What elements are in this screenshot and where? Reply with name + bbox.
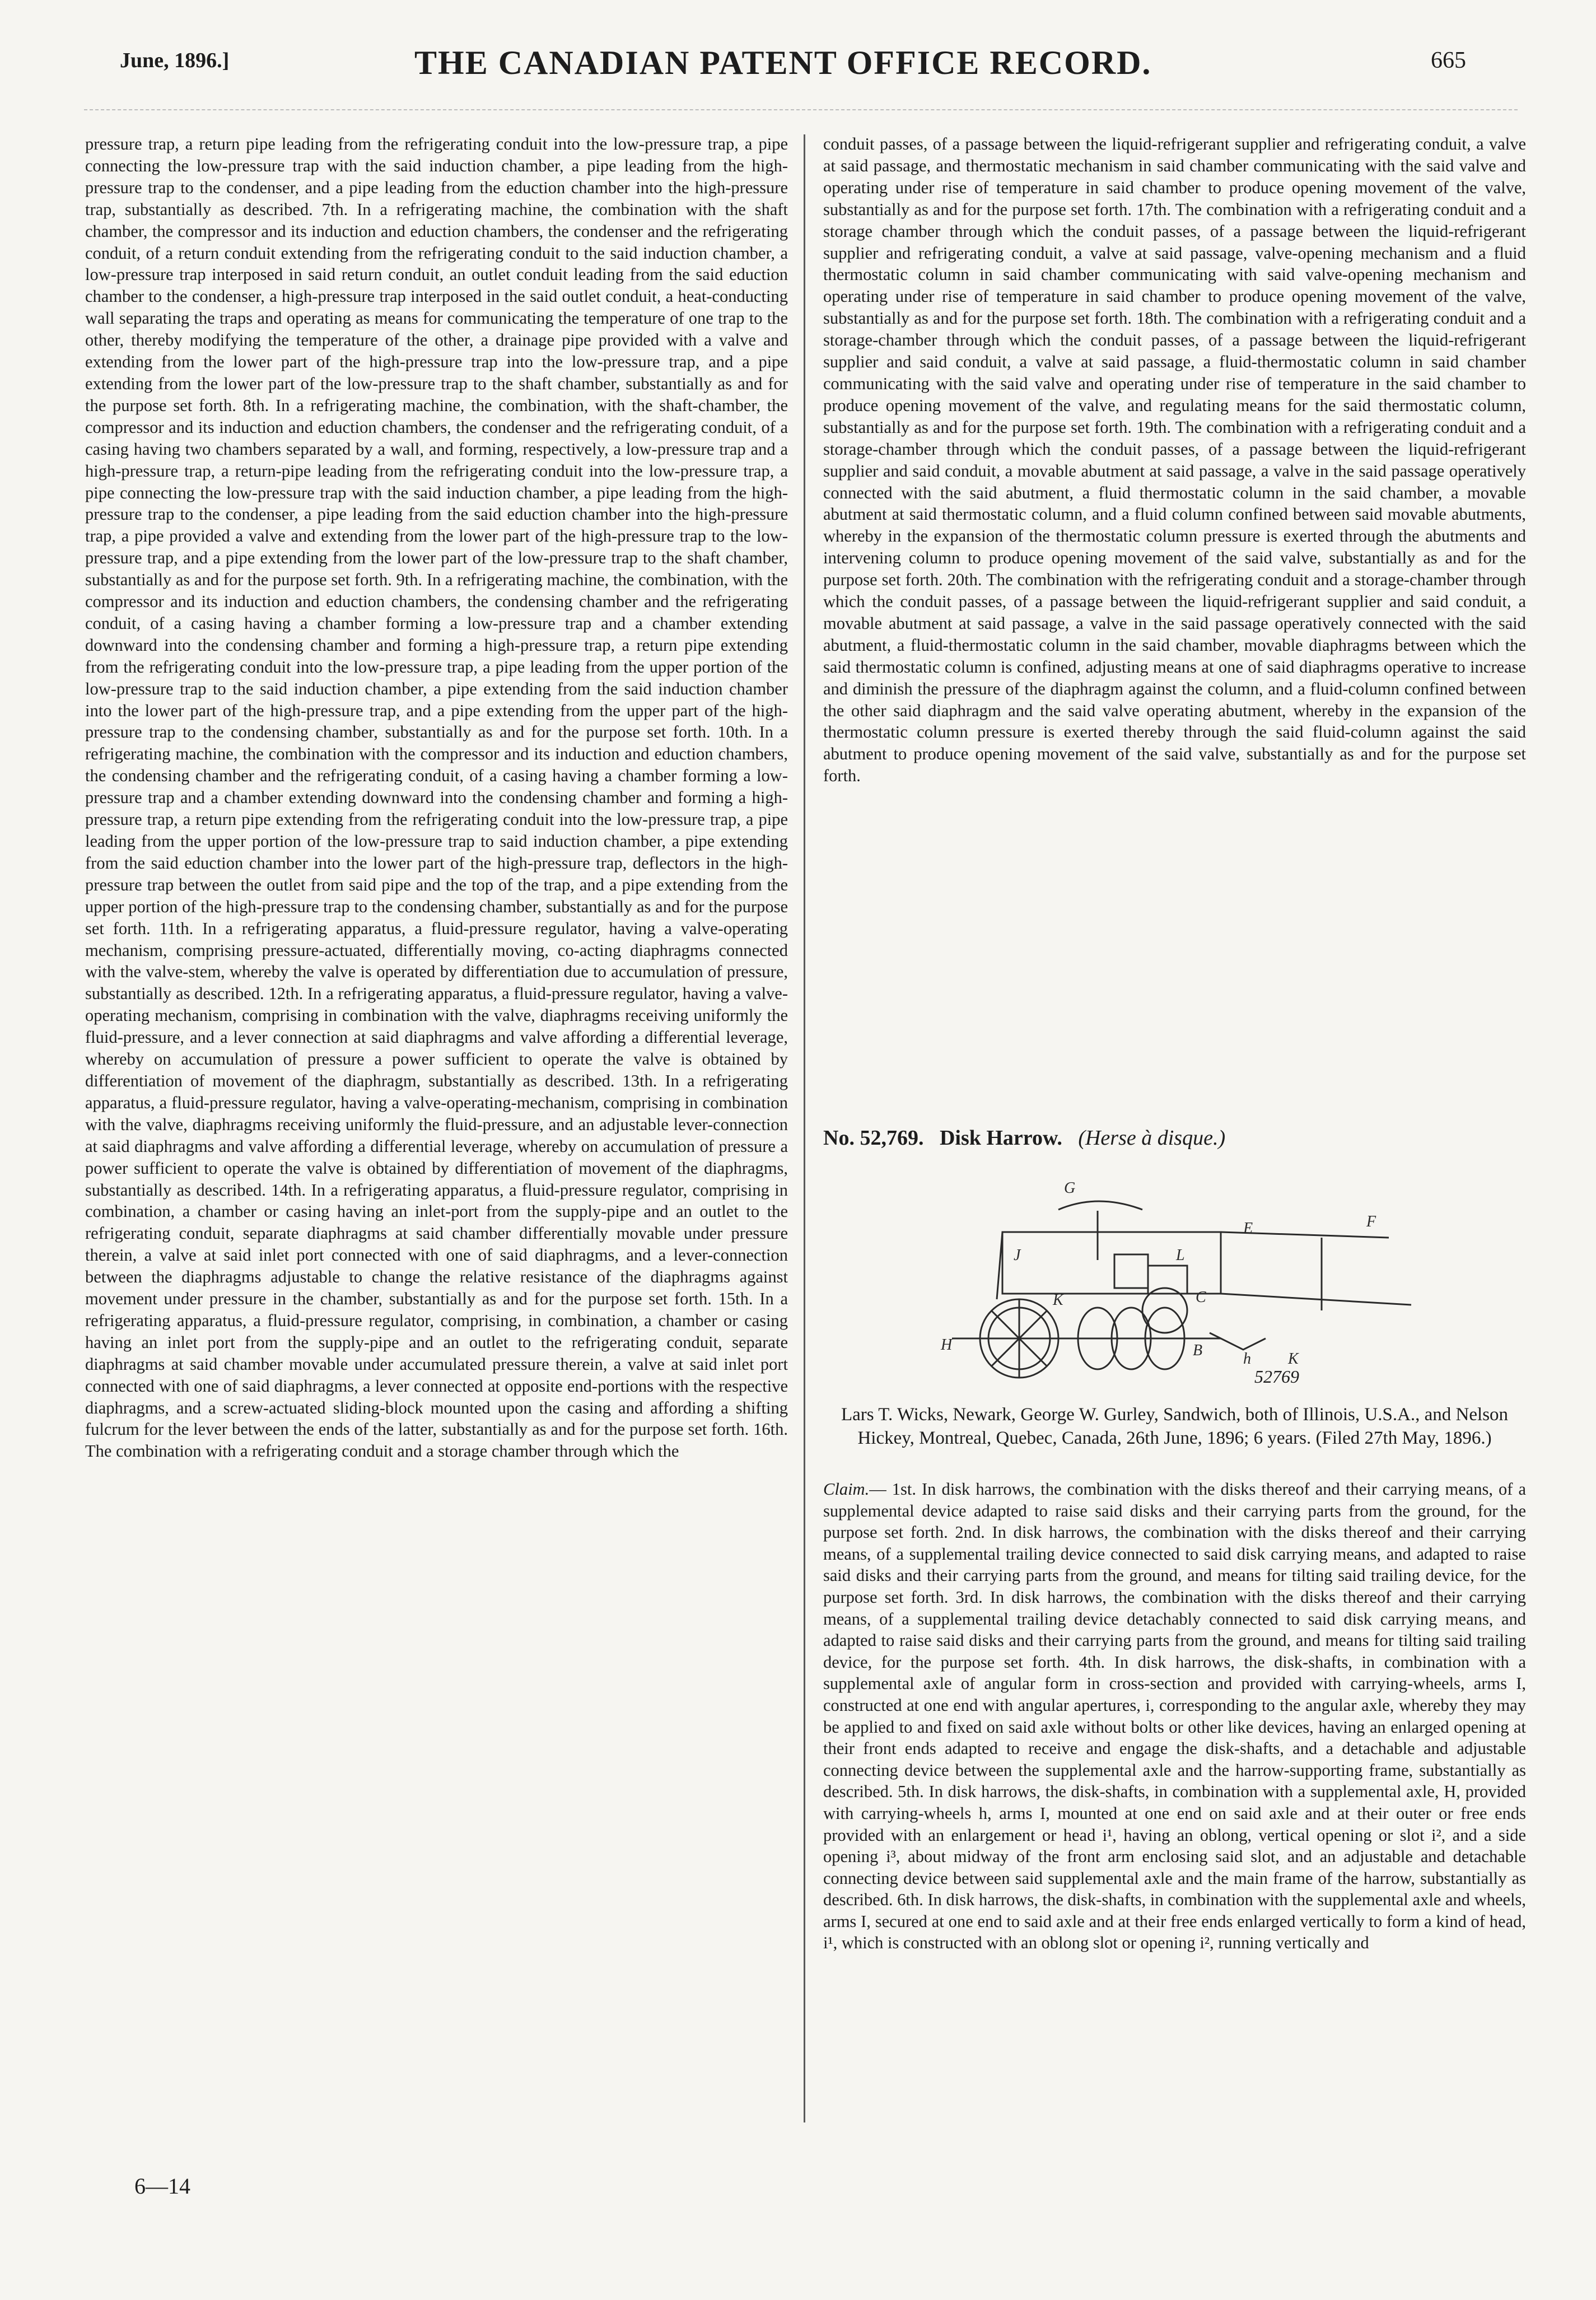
label-k: K <box>1053 1291 1063 1309</box>
patent-french-title: (Herse à disque.) <box>1078 1126 1226 1150</box>
right-column <box>823 133 1526 1119</box>
patent-number: No. 52,769. <box>823 1126 924 1150</box>
disk-harrow-figure <box>930 1170 1434 1394</box>
patent-heading <box>823 1126 1225 1150</box>
figure-caption: 52769 <box>1254 1366 1299 1387</box>
label-e: E <box>1243 1220 1253 1237</box>
gear-box <box>1114 1254 1148 1288</box>
label-b: B <box>1193 1342 1203 1359</box>
right-column-text: conduit passes, of a passage between the liquid-refrigerant supplier and refrigerating conduit, a valve at said passage, and thermostatic mechanism in said chamber communicating with the said valve and operating under rise of temperature in said chamber to produce opening movement of the valve, substantially as and for the purpose set forth. 17th. The combination with a refrigerating conduit and a storage chamber through which the conduit passes, of a passage between the liquid-refrigerant supplier and refrigerating conduit, a valve at said passage, valve-opening mechanism and a fluid thermostatic column in said chamber communicating with said valve-opening mechanism and operating under rise of temperature in said chamber to produce opening movement of the valve, substantially as and for the purpose set forth. 18th. The combination with a refrigerating conduit and a storage-chamber through which the conduit passes, of a passage between the liquid-refrigerant supplier and said conduit, a valve at said passage, a fluid-thermostatic column in said chamber communicating with the said valve and operating under rise of temperature in the said chamber to produce opening movement of the valve, and regulating means for the said thermostatic column, substantially as and for the purpose set forth. 19th. The combination with a refrigerating conduit and a storage-chamber through which the conduit passes, of a passage between the liquid-refrigerant supplier and said conduit, a movable abutment at said passage, a valve in the said passage operatively connected with the said abutment, a fluid thermostatic column in the said chamber, a movable abutment at said thermostatic column, and a fluid column confined between said movable abutments, whereby in the expansion of the thermostatic column pressure is exerted through the abutments and intervening column to produce opening movement of the said valve, substantially as and for the purpose set forth. 20th. The combination with the refrigerating conduit and a storage-chamber through which the conduit passes, of a passage between the liquid-refrigerant supplier and said conduit, a movable abutment at said passage, a valve in the said passage operatively connected with the said abutment, a fluid-thermostatic column in the said chamber, movable diaphragms between which the said thermostatic column is confined, adjusting means at one of said diaphragms operative to increase and diminish the pressure of the diaphragm against the column, and a fluid-column confined between the other said diaphragm and the said valve operating abutment, whereby in the expansion of the thermostatic column pressure is exerted thereby through the said fluid-column against the said abutment to produce opening movement of the said valve, substantially as and for the purpose set forth. <box>823 134 1526 786</box>
label-c: C <box>1196 1289 1206 1306</box>
left-column <box>85 133 788 2116</box>
label-g: G <box>1064 1179 1076 1197</box>
column-divider <box>804 134 805 2122</box>
patent-claims <box>823 1478 1526 2142</box>
label-l: L <box>1176 1247 1185 1264</box>
folio-signature: 6—14 <box>134 2173 190 2199</box>
page-number: 665 <box>1431 48 1466 73</box>
seat-shape <box>1058 1201 1142 1210</box>
header-divider <box>84 109 1518 110</box>
label-h-lower: h <box>1243 1350 1251 1368</box>
claims-text: — 1st. In disk harrows, the combination with the disks thereof and their carrying means, of a supplemental device adapted to raise said disks and their carrying parts from the ground, for the purpose set forth. 2nd. In disk harrows, the combination with the disks thereof and their carrying means, of a supplemental trailing device connected to said disk carrying means, and adapted to raise said disks and their carrying parts from the ground, and means for tilting said trailing device, for the purpose set forth. 3rd. In disk harrows, the combination with the disks thereof and their carrying means, of a supplemental trailing device detachably connected to said disk carrying means, and adapted to raise said disks and their carrying parts from the ground, and means for tilting said trailing device, for the purpose set forth. 4th. In disk harrows, the disk-shafts, in combination with a supplemental axle of angular form in cross-section and provided with carrying-wheels, arms I, constructed at one end with angular apertures, i, corresponding to the angular axle, whereby they may be applied to and fixed on said axle without bolts or other like devices, having an enlarged opening at their front ends adapted to receive and engage the disk-shafts, and a detachable and adjustable connecting device between the supplemental axle and the harrow-supporting frame, substantially as described. 5th. In disk harrows, the disk-shafts, in combination with a supplemental axle, H, provided with carrying-wheels h, arms I, mounted at one end on said axle and at their outer or free ends provided with an enlargement or head i¹, having an oblong, vertical opening or slot i², and a side opening i³, about midway of the front arm enclosing said slot, and an adjustable and detachable connecting device between said supplemental axle and the main frame of the harrow, substantially as described. 6th. In disk harrows, the disk-shafts, in combination with the supplemental axle and wheels, arms I, secured at one end to said axle and at their free ends enlarged vertically to form a kind of head, i¹, which is constructed with an oblong slot or opening i², running vertically and <box>823 1480 1526 1953</box>
rear-wheel-spokes <box>980 1299 1058 1378</box>
header-date: June, 1896.] <box>120 49 230 72</box>
claim-label: Claim. <box>823 1480 870 1499</box>
pole-lower <box>1221 1294 1411 1305</box>
left-column-text: pressure trap, a return pipe leading from the refrigerating conduit into the low-pressure trap, a pipe connecting the low-pressure trap with the said induction chamber, a pipe leading from the high-pressure trap to the condenser, and a pipe leading from the eduction chamber into the high-pressure trap, substantially as described. 7th. In a refrigerating machine, the combination with the shaft chamber, the compressor and its induction and eduction chambers, the condenser and the refrigerating conduit, of a return conduit extending from the refrigerating conduit to the said induction chamber, a low-pressure trap interposed in said return conduit, an outlet conduit leading from the said eduction chamber to the condenser, a high-pressure trap interposed in the said outlet conduit, a heat-conducting wall separating the traps and operating as means for communicating the temperature of one trap to the other, thereby modifying the temperature of the other, a drainage pipe provided with a valve and extending from the lower part of the high-pressure trap into the low-pressure trap, and a pipe extending from the lower part of the low-pressure trap to the shaft chamber, substantially as and for the purpose set forth. 8th. In a refrigerating machine, the combination, with the shaft-chamber, the compressor and its induction and eduction chambers, the condenser and the refrigerating conduit, of a casing having two chambers separated by a wall, and forming, respectively, a low-pressure trap and a high-pressure trap, a return-pipe leading from the refrigerating conduit into the low-pressure trap, a pipe connecting the low-pressure trap with the said induction chamber, a pipe leading from the high-pressure trap to the condenser, a pipe leading from the said eduction chamber into the high-pressure trap, a pipe provided a valve and extending from the lower part of the high-pressure trap to the low-pressure trap, and a pipe extending from the lower part of the low-pressure trap to the shaft chamber, substantially as and for the purpose set forth. 9th. In a refrigerating machine, the combination, with the compressor and its induction and eduction chambers, the condensing chamber and the refrigerating conduit, of a casing having a chamber forming a low-pressure trap and a chamber extending downward into the condensing chamber and forming a high-pressure trap, a return pipe extending from the refrigerating conduit into the low-pressure trap, a pipe leading from the upper portion of the low-pressure trap to the said induction chamber, a pipe extending from the said induction chamber into the lower part of the high-pressure trap, and a pipe extending from the upper part of the high-pressure trap to the condensing chamber, substantially as and for the purpose set forth. 10th. In a refrigerating machine, the combination with the compressor and its induction and eduction chambers, the condensing chamber and the refrigerating conduit, of a casing having a chamber forming a low-pressure trap and a chamber extending downward into the condensing chamber and forming a high-pressure trap, a return pipe extending from the refrigerating conduit into the low-pressure trap, a pipe leading from the upper portion of the low-pressure trap to said induction chamber, a pipe extending from the said eduction chamber into the lower part of the high-pressure trap, deflectors in the high-pressure trap between the outlet from said pipe and the top of the trap, and a pipe extending from the upper portion of the high-pressure trap to the condensing chamber, substantially as and for the purpose set forth. 11th. In a refrigerating apparatus, a fluid-pressure regulator, having a valve-operating mechanism, comprising pressure-actuated, differentially moving, co-acting diaphragms connected with the valve-stem, whereby the valve is operated by differentiation due to accumulation of pressure, substantially as described. 12th. In a refrigerating apparatus, a fluid-pressure regulator, having a valve-operating mechanism, comprising in combination with the valve, diaphragms receiving uniformly the fluid-pressure, and a lever connection at said diaphragms and valve affording a differential leverage, whereby on accumulation of pressure a power sufficient to operate the valve is obtained by differentiation of movement of the diaphragm, substantially as described. 13th. In a refrigerating apparatus, a fluid-pressure regulator, having a valve-operating-mechanism, comprising in combination with the valve, diaphragms receiving uniformly the fluid-pressure, and an adjustable lever-connection at said diaphragms and valve affording a differential leverage, whereby on accumulation of pressure a power sufficient to operate the valve is obtained by differentiation of movement of the diaphragms, substantially as described. 14th. In a refrigerating apparatus, a fluid-pressure regulator, comprising in combination, a chamber or casing having an inlet-port from the supply-pipe and an outlet to the refrigerating conduit, separate diaphragms at said chamber differentially movable under pressure therein, a valve at said inlet port connected with one of said diaphragms, and a lever-connection between the diaphragms adjustable to change the relative resistance of the diaphragms against movement under pressure in the chamber, substantially as and for the purpose set forth. 15th. In a refrigerating apparatus, a fluid-pressure regulator, comprising, in combination, a chamber or casing having an inlet port from the supply-pipe and an outlet to the refrigerating conduit, separate diaphragms at said chamber movable under accumulated pressure therein, a valve at said inlet port connected with one of said diaphragms, a lever connected at opposite end-portions with the respective diaphragms, and a screw-actuated sliding-block mounted upon the casing and affording a shifting fulcrum for the lever between the ends of the latter, substantially as and for the purpose set forth. 16th. The combination with a refrigerating conduit and a storage chamber through which the <box>85 134 788 1461</box>
gear-housing <box>1148 1266 1187 1294</box>
label-j: J <box>1014 1247 1021 1264</box>
label-f: F <box>1366 1213 1376 1230</box>
label-k-lower: K <box>1288 1350 1299 1368</box>
draft-link <box>1210 1333 1266 1350</box>
page-title: THE CANADIAN PATENT OFFICE RECORD. <box>414 44 1152 81</box>
patent-title: Disk Harrow. <box>939 1126 1062 1150</box>
inventor-line: Lars T. Wicks, Newark, George W. Gurley, Sandwich, both of Illinois, U.S.A., and Nelson Hickey, Montreal, Quebec, Canada, 26th June, 1896; 6 years. (Filed 27th May, 1896.) <box>841 1405 1509 1448</box>
label-h: H <box>941 1336 953 1354</box>
